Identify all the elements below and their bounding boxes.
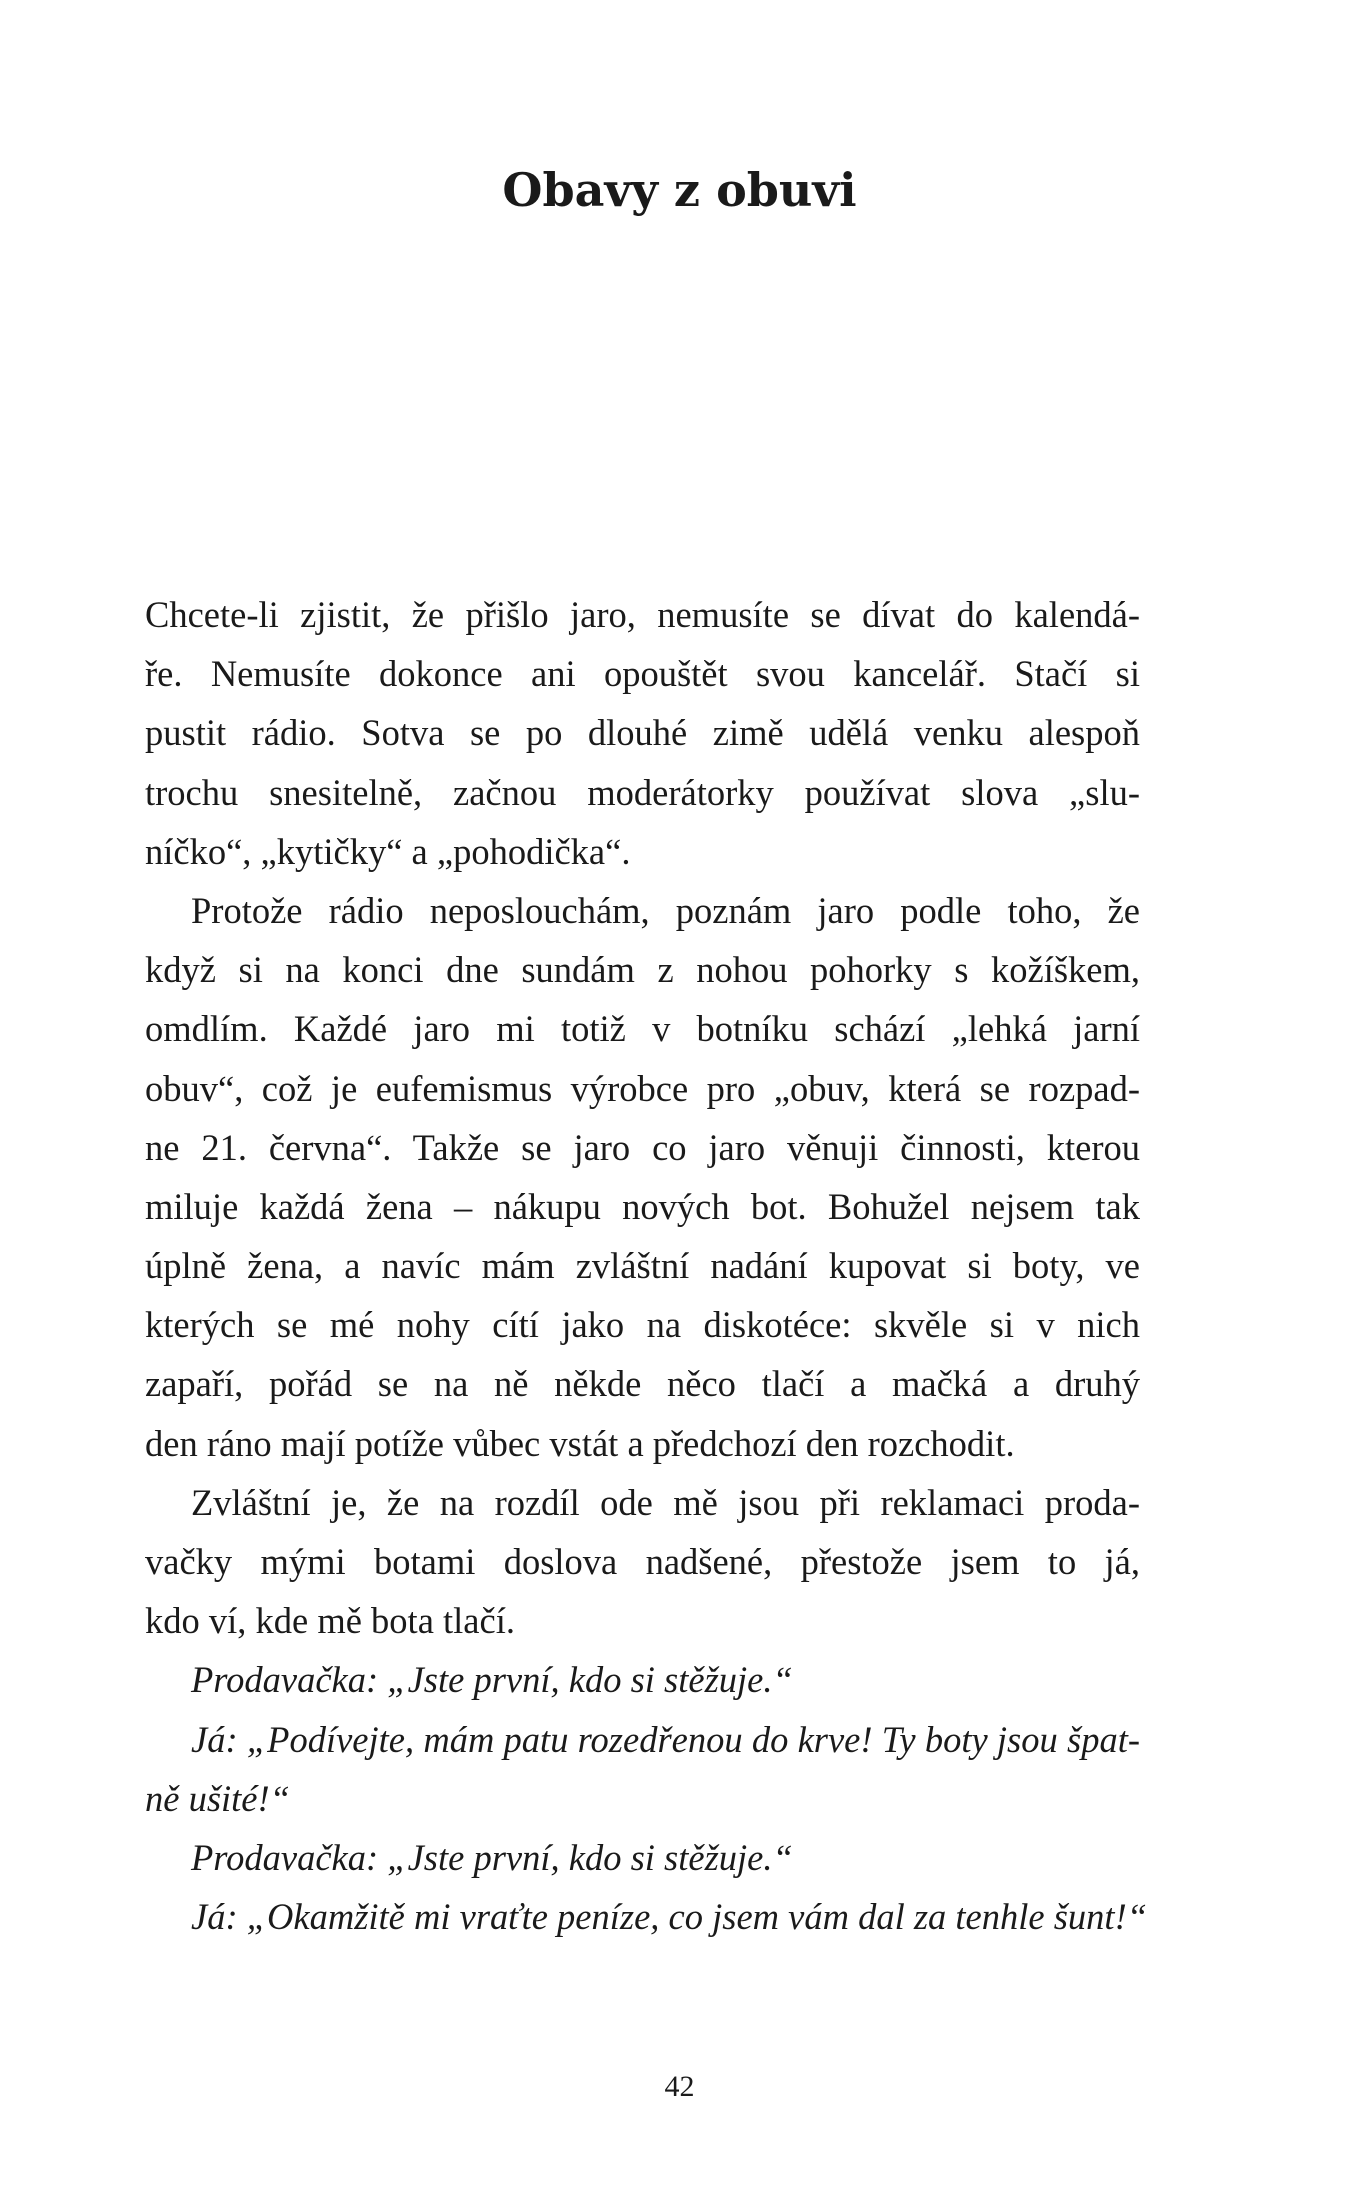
paragraph bbox=[145, 881, 1140, 1473]
text-line: obuv“, což je eufemismus výrobce pro „obuv, která se rozpad- bbox=[145, 1067, 1140, 1109]
text-line: Protože rádio neposlouchám, poznám jaro podle toho, že bbox=[191, 889, 1140, 931]
text-line: omdlím. Každé jaro mi totiž v botníku schází „lehká jarní bbox=[145, 1008, 1140, 1050]
text-line: pustit rádio. Sotva se po dlouhé zimě udělá venku alespoň bbox=[145, 712, 1140, 754]
dialogue-line bbox=[145, 1887, 1148, 1946]
text-line: Chcete-li zjistit, že přišlo jaro, nemusíte se dívat do kalendá- bbox=[145, 594, 1140, 635]
text-line: úplně žena, a navíc mám zvláštní nadání kupovat si boty, ve bbox=[145, 1245, 1140, 1287]
text-line: když si na konci dne sundám z nohou pohorky s kožíškem, bbox=[145, 949, 1140, 991]
text-line: ne 21. června“. Takže se jaro co jaro věnuji činnosti, kterou bbox=[145, 1126, 1140, 1168]
text-line: trochu snesitelně, začnou moderátorky používat slova „slu- bbox=[145, 771, 1140, 813]
text-line: den ráno mají potíže vůbec vstát a předchozí den rozchodit. bbox=[145, 1422, 1015, 1464]
text-line: Zvláštní je, že na rozdíl ode mě jsou při reklamaci proda- bbox=[191, 1481, 1140, 1523]
dialogue-line bbox=[145, 1710, 1140, 1828]
dialogue-line bbox=[145, 1650, 1140, 1709]
chapter-title: Obavy z obuvi bbox=[502, 163, 857, 217]
text-line: ně ušité!“ bbox=[145, 1777, 290, 1819]
text-line: Prodavačka: „Jste první, kdo si stěžuje.“ bbox=[191, 1836, 793, 1878]
paragraph bbox=[145, 1473, 1140, 1651]
dialogue-line bbox=[145, 1828, 1140, 1887]
paragraph bbox=[145, 585, 1140, 881]
chapter-body bbox=[145, 585, 1148, 1946]
page-number: 42 bbox=[664, 2070, 695, 2103]
text-line: Prodavačka: „Jste první, kdo si stěžuje.“ bbox=[191, 1659, 793, 1701]
text-line: zapaří, pořád se na ně někde něco tlačí a mačká a druhý bbox=[145, 1363, 1140, 1405]
text-line: miluje každá žena – nákupu nových bot. Bohužel nejsem tak bbox=[145, 1185, 1140, 1227]
text-line: vačky mými botami doslova nadšené, přestože jsem to já, bbox=[145, 1541, 1140, 1582]
text-line: níčko“, „kytičky“ a „pohodička“. bbox=[145, 830, 631, 872]
text-line: kterých se mé nohy cítí jako na diskotéce: skvěle si v nich bbox=[145, 1304, 1140, 1346]
text-line: Já: „Okamžitě mi vraťte peníze, co jsem vám dal za tenhle šunt!“ bbox=[191, 1896, 1148, 1938]
text-line: Já: „Podívejte, mám patu rozedřenou do krve! Ty boty jsou špat- bbox=[191, 1718, 1140, 1760]
text-line: ře. Nemusíte dokonce ani opouštět svou kancelář. Stačí si bbox=[145, 653, 1140, 695]
text-line: kdo ví, kde mě bota tlačí. bbox=[145, 1600, 515, 1642]
